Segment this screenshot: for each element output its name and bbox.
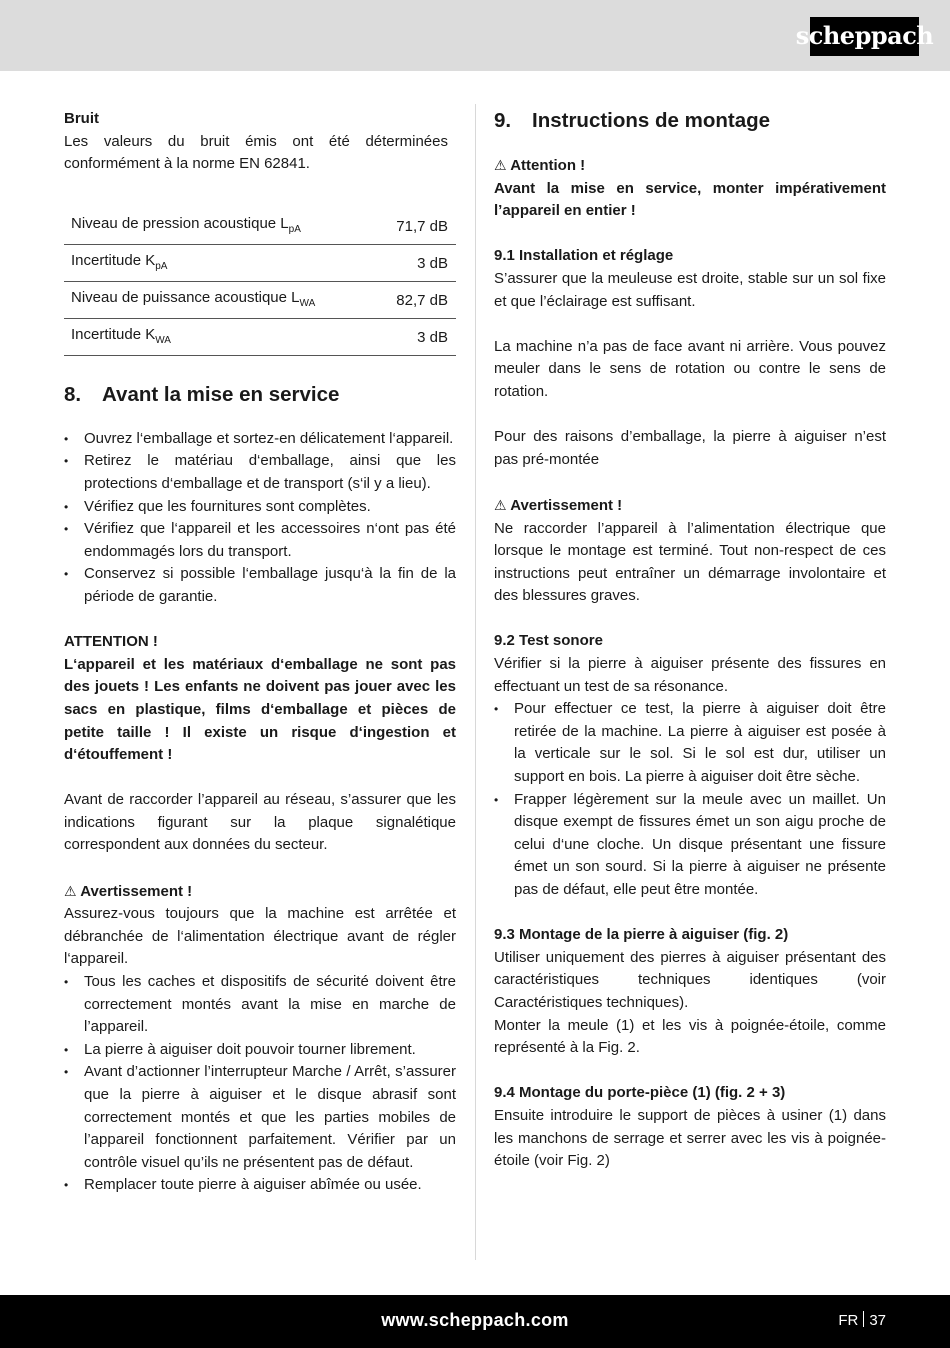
warning-heading: ⚠ Avertissement ! — [64, 882, 193, 900]
table-row — [64, 244, 456, 281]
section-title: Avant la mise en service — [102, 382, 340, 406]
paragraph: S’assurer que la meuleuse est droite, stable sur un sol fixe et que l’éclairage est suffisant. — [494, 269, 886, 310]
subsection-9-4-heading: 9.4 Montage du porte-pièce (1) (fig. 2 + 3) — [494, 1084, 786, 1102]
paragraph: Pour des raisons d’emballage, la pierre à aiguiser n’est pas pré-montée — [494, 428, 886, 468]
table-cell-label: Incertitude $K_{WA}$ — [64, 318, 376, 355]
list-item: • Ouvrez l‘emballage et sortez-en délicatement l‘appareil. — [64, 428, 456, 451]
noise-table — [64, 208, 456, 356]
table-cell-value: 71,7 dB — [376, 208, 456, 245]
table-cell-value: 3 dB — [376, 244, 456, 281]
warning-triangle-icon: ⚠ — [494, 496, 507, 513]
paragraph: Ensuite introduire le support de pièces à usiner (1) dans les manchons de serrage et serrer avec les vis à poignée-étoile (voir Fig. 2) — [494, 1106, 886, 1170]
table-cell-label: Incertitude $K_{pA}$ — [64, 244, 376, 281]
list-item: • Frapper légèrement sur la meule avec un maillet. Un disque exempt de fissures émet un son aigu proche de celui d‘une cloche. Un disque présentant une fissure émet un son sourd. Si la pierre à aiguiser ne présente pas de défaut, elle peut être montée. — [494, 789, 886, 902]
table-cell-label: Niveau de puissance acoustique $L_{WA}$ — [64, 281, 376, 318]
attention-heading: ⚠ Attention ! — [494, 157, 586, 174]
list-item: • Conservez si possible l‘emballage jusqu‘à la fin de la période de garantie. — [64, 563, 456, 608]
attention-text: L‘appareil et les matériaux d‘emballage ne sont pas des jouets ! Les enfants ne doivent pas jouer avec les sacs en plastique, films d‘emballage et pièces de petite taille ! Il existe un risque d‘ingestion et d‘étouffement ! — [64, 655, 456, 764]
noise-intro: Les valeurs du bruit émis ont été déterminées conformément à la norme EN 62841. — [64, 132, 448, 173]
list-item: • Vérifiez que les fournitures sont complètes. — [64, 496, 456, 519]
footer-bar — [0, 1295, 950, 1348]
table-row — [64, 208, 456, 245]
table-cell-value: 82,7 dB — [376, 281, 456, 318]
warning-list — [64, 971, 456, 1197]
noise-heading: Bruit — [64, 110, 99, 127]
paragraph: La machine n’a pas de face avant ni arrière. Vous pouvez meuler dans le sens de rotation ou contre le sens de rotation. — [494, 337, 886, 400]
section-number: 9. — [494, 109, 512, 132]
warning-triangle-icon: ⚠ — [494, 157, 507, 173]
list-item: • Vérifiez que l‘appareil et les accessoires n‘ont pas été endommagés lors du transport. — [64, 518, 456, 563]
page-separator — [863, 1311, 864, 1327]
section-number: 8. — [64, 382, 82, 406]
paragraph: Monter la meule (1) et les vis à poignée-étoile, comme représenté à la Fig. 2. — [494, 1016, 886, 1057]
list-item: • Pour effectuer ce test, la pierre à aiguiser doit être retirée de la machine. La pierre à aiguiser est posée à la verticale sur le sol. Si le sol est dur, utiliser un support en bois. La pierre à aiguiser doit être sèche. — [494, 698, 886, 788]
list-item: • La pierre à aiguiser doit pouvoir tourner librement. — [64, 1039, 456, 1062]
paragraph: Vérifier si la pierre à aiguiser présente des fissures en effectuant un test de sa résonance. — [494, 655, 886, 695]
list-item: • Retirez le matériau d‘emballage, ainsi que les protections d‘emballage et de transport (s‘il y a lieu). — [64, 450, 456, 495]
subsection-9-2-heading: 9.2 Test sonore — [494, 632, 603, 650]
network-text: Avant de raccorder l’appareil au réseau, s’assurer que les indications figurant sur la plaque signalétique correspondent aux données du secteur. — [64, 791, 456, 854]
table-cell-label: Niveau de pression acoustique $L_{pA}$ — [64, 208, 376, 245]
website-link[interactable]: www.scheppach.com — [381, 1310, 569, 1330]
attention-text: Avant la mise en service, monter impérativement l’appareil en entier ! — [494, 179, 886, 220]
warning-triangle-icon: ⚠ — [64, 882, 77, 899]
page-number: 37 — [869, 1312, 886, 1329]
table-row — [64, 281, 456, 318]
column-divider — [475, 104, 476, 1260]
table-cell-value: 3 dB — [376, 318, 456, 355]
section-8-list — [64, 428, 456, 609]
header-bar — [0, 0, 950, 71]
subsection-9-3-heading: 9.3 Montage de la pierre à aiguiser (fig. 2) — [494, 926, 789, 944]
section-9-heading — [494, 108, 886, 134]
scheppach-logo: scheppach — [810, 17, 919, 56]
section-8-heading — [64, 382, 456, 408]
left-column — [64, 108, 456, 1197]
subsection-9-1-heading: 9.1 Installation et réglage — [494, 247, 674, 265]
right-column — [494, 108, 886, 1173]
warning-text: Ne raccorder l’appareil à l’alimentation électrique que lorsque le montage est terminé. Tout non-respect de ces instructions peut entraîner un démarrage involontaire et des blessures graves. — [494, 519, 886, 605]
section-title: Instructions de montage — [532, 109, 771, 132]
warning-heading: ⚠ Avertissement ! — [494, 496, 623, 514]
table-row — [64, 318, 456, 355]
page-info — [838, 1310, 886, 1333]
attention-heading: ATTENTION ! — [64, 633, 158, 651]
list-item: • Tous les caches et dispositifs de sécurité doivent être correctement montés avant la mise en marche de l’appareil. — [64, 971, 456, 1039]
language-code: FR — [838, 1312, 859, 1329]
list-item: • Remplacer toute pierre à aiguiser abîmée ou usée. — [64, 1174, 456, 1197]
paragraph: Utiliser uniquement des pierres à aiguiser présentant des caractéristiques techniques identiques (voir Caractéristiques techniques). — [494, 948, 886, 1011]
warning-text: Assurez-vous toujours que la machine est arrêtée et débranchée de l‘alimentation électrique avant de régler l‘appareil. — [64, 905, 456, 968]
list-item: • Avant d’actionner l’interrupteur Marche / Arrêt, s’assurer que la pierre à aiguiser et le disque abrasif sont correctement montés et que les parties mobiles de l’appareil fonctionnent parfaitement. Vérifier par un contrôle visuel qu’ils ne présentent pas de défaut. — [64, 1061, 456, 1174]
sound-test-list — [494, 698, 886, 901]
